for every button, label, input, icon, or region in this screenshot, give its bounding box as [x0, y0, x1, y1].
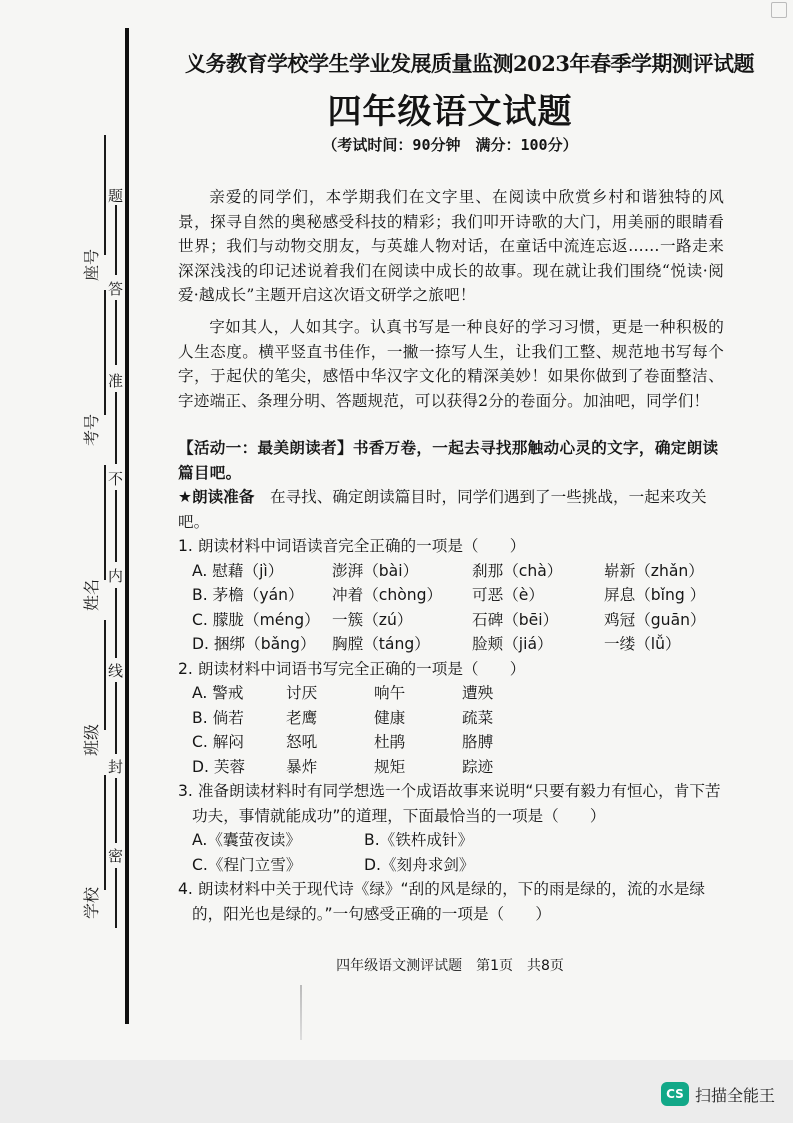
- option-c: C. 解闷: [192, 733, 244, 751]
- binding-line: [125, 28, 129, 1024]
- exam-no-field-line[interactable]: [104, 290, 106, 415]
- scanner-watermark: [661, 1081, 775, 1107]
- option-word: 可恶（è）: [472, 586, 544, 604]
- option-word: 脸颊（jiá）: [472, 635, 553, 653]
- option-word: 澎湃（bài）: [332, 561, 419, 580]
- option-word: 讨厌: [286, 684, 318, 702]
- watermark-text: 扫描全能王: [694, 1085, 775, 1105]
- option-b: B.《铁杵成针》: [364, 831, 474, 849]
- name-label: 姓名: [82, 578, 102, 612]
- option-d: D. 捆绑（bǎng）: [192, 635, 316, 653]
- prep-label: ★朗读准备: [178, 488, 255, 506]
- option-word: 冲着（chòng）: [332, 586, 443, 604]
- question-2-option-row[interactable]: [178, 730, 724, 755]
- question-3-option-row[interactable]: [178, 853, 724, 878]
- prep-text: 在寻找、确定朗读篇目时，同学们遇到了一些挑战，一起来攻关吧。: [178, 488, 707, 531]
- option-word: 踪迹: [462, 757, 494, 776]
- question-1-option-row[interactable]: [178, 632, 724, 657]
- question-2-stem: 2. 朗读材料中词语书写完全正确的一项是（ ）: [178, 659, 526, 678]
- option-word: 遭殃: [462, 684, 494, 702]
- exam-no-label: 考号: [82, 413, 102, 447]
- seat-field-line[interactable]: [104, 135, 106, 255]
- option-word: 崭新（zhǎn）: [604, 561, 704, 580]
- option-word: 鸡冠（guān）: [604, 610, 706, 629]
- activity-heading: 【活动一：最美朗读者】书香万卷，一起去寻找那触动心灵的文字，确定朗读篇目吧。: [178, 439, 719, 482]
- binding-dash: [115, 588, 117, 658]
- binding-dash: [115, 205, 117, 275]
- margin-warning-char: 内: [108, 567, 124, 585]
- school-label: 学校: [82, 886, 102, 920]
- option-word: 石碑（bēi）: [472, 610, 559, 629]
- exam-info: （考试时间：90分钟 满分：100分）: [322, 136, 578, 154]
- option-word: 屏息（bǐng ）: [604, 586, 706, 604]
- option-a: A.《囊萤夜读》: [192, 831, 301, 849]
- margin-warning-char: 封: [108, 758, 124, 776]
- option-word: 胳膊: [462, 733, 494, 751]
- question-2-option-row[interactable]: [178, 755, 724, 780]
- option-a: A. 警戒: [192, 684, 244, 702]
- seat-label: 座号: [82, 248, 102, 282]
- question-1-option-row[interactable]: [178, 608, 724, 633]
- option-word: 规矩: [374, 757, 406, 776]
- option-word: 怒吼: [286, 733, 318, 751]
- question-section: [178, 436, 724, 926]
- margin-warning-char: 题: [108, 187, 124, 205]
- question-3-option-row[interactable]: [178, 828, 724, 853]
- writing-note-paragraph: 字如其人，人如其字。认真书写是一种良好的学习习惯，更是一种积极的人生态度。横平竖直书佳作，一撇一捺写人生，让我们工整、规范地书写每个字，于起伏的笔尖，感悟中华汉字文化的精深美妙！如果你做到了卷面整洁、字迹端正、条理分明、答题规范，可以获得2分的卷面分。加油吧，同学们！: [178, 318, 724, 410]
- option-a: A. 慰藉（jì）: [192, 561, 284, 580]
- binding-dash: [115, 778, 117, 843]
- question-2-option-row[interactable]: [178, 706, 724, 731]
- page-footer: 四年级语文测评试题 第1页 共8页: [336, 958, 564, 974]
- option-word: 一缕（lǚ）: [604, 635, 681, 653]
- question-3-stem: 3. 准备朗读材料时有同学想选一个成语故事来说明“只要有毅力有恒心，肯下苦功夫，事情就能成功”的道理，下面最恰当的一项是（ ）: [178, 782, 721, 825]
- option-b: B. 倘若: [192, 708, 244, 727]
- question-1-stem: 1. 朗读材料中词语读音完全正确的一项是（ ）: [178, 537, 526, 555]
- page-title: 四年级语文试题: [327, 92, 573, 132]
- margin-warning-char: 答: [108, 280, 124, 298]
- question-2-option-row[interactable]: [178, 681, 724, 706]
- question-4-stem: 4. 朗读材料中关于现代诗《绿》“刮的风是绿的，下的雨是绿的，流的水是绿的，阳光也是绿的。”一句感受正确的一项是（ ）: [178, 880, 705, 923]
- reading-prep: [178, 485, 724, 534]
- class-label: 班级: [82, 723, 102, 757]
- corner-mark-icon: [771, 2, 787, 18]
- option-word: 健康: [374, 708, 406, 727]
- camscanner-logo-icon: CS: [661, 1082, 689, 1106]
- option-word: 响午: [374, 684, 406, 702]
- class-field-line[interactable]: [104, 620, 106, 730]
- binding-dash: [115, 868, 117, 928]
- option-c: C.《程门立雪》: [192, 855, 302, 874]
- option-word: 刹那（chà）: [472, 561, 563, 580]
- intro-paragraph: 亲爱的同学们，本学期我们在文字里、在阅读中欣赏乡村和谐独特的风景，探寻自然的奥秘感受科技的精彩；我们叩开诗歌的大门，用美丽的眼睛看世界；我们与动物交朋友，与英雄人物对话，在童话中流连忘返……一路走来深深浅浅的印记述说着我们在阅读中成长的故事。现在就让我们围绕“悦读·阅爱·越成长”主题开启这次语文研学之旅吧！: [178, 188, 724, 304]
- exam-series-title: 义务教育学校学生学业发展质量监测2023年春季学期测评试题: [185, 51, 754, 76]
- name-field-line[interactable]: [104, 465, 106, 580]
- option-word: 老鹰: [286, 708, 318, 727]
- option-word: 杜鹃: [374, 733, 406, 751]
- paper-crease: [300, 985, 302, 1040]
- binding-dash: [115, 392, 117, 464]
- school-field-line[interactable]: [104, 775, 106, 890]
- margin-warning-char: 线: [108, 662, 124, 680]
- option-b: B. 茅檐（yán）: [192, 586, 304, 604]
- binding-dash: [115, 490, 117, 562]
- option-word: 胸膛（táng）: [332, 635, 430, 653]
- binding-dash: [115, 682, 117, 754]
- option-word: 暴炸: [286, 757, 318, 776]
- question-1-option-row[interactable]: [178, 559, 724, 584]
- margin-warning-char: 准: [108, 372, 124, 390]
- question-1-option-row[interactable]: [178, 583, 724, 608]
- option-d: D. 芙蓉: [192, 757, 246, 776]
- margin-warning-char: 密: [108, 847, 124, 865]
- binding-dash: [115, 300, 117, 365]
- option-c: C. 朦胧（méng）: [192, 610, 320, 629]
- margin-warning-char: 不: [108, 470, 124, 488]
- option-word: 一簇（zú）: [332, 610, 413, 629]
- option-d: D.《刻舟求剑》: [364, 855, 475, 874]
- option-word: 疏菜: [462, 708, 494, 727]
